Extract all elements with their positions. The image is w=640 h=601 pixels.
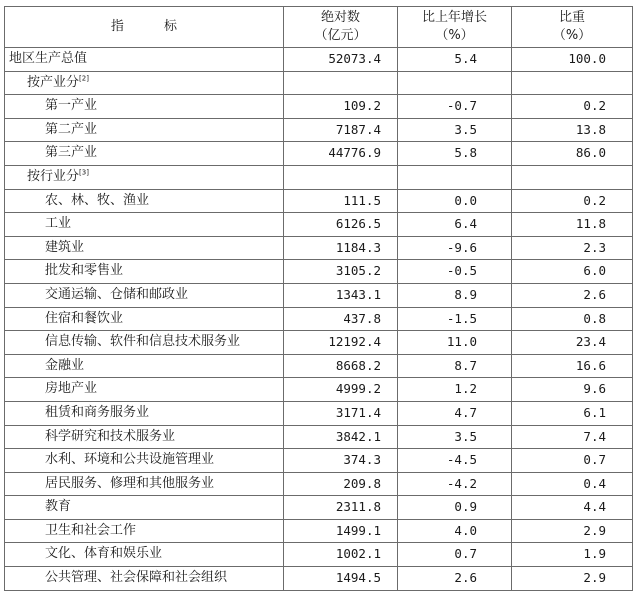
gdp-table <box>4 6 633 591</box>
cell-absolute: 374.3 <box>284 449 398 473</box>
cell-absolute <box>284 165 398 189</box>
row-label-text: 第三产业 <box>45 145 98 161</box>
cell-growth: -0.5 <box>398 260 512 284</box>
row-label-text: 金融业 <box>45 357 85 373</box>
row-label-text: 批发和零售业 <box>45 263 124 279</box>
row-label-text: 水利、环境和公共设施管理业 <box>45 452 215 468</box>
table-row <box>5 142 633 166</box>
table-row <box>5 401 633 425</box>
row-label <box>5 48 284 72</box>
row-label-text: 地区生产总值 <box>9 51 88 66</box>
cell-growth: 1.2 <box>398 378 512 402</box>
table-row <box>5 519 633 543</box>
table-row <box>5 71 633 95</box>
row-label-text: 建筑业 <box>45 239 85 255</box>
row-label <box>5 543 284 567</box>
header-row <box>5 7 633 48</box>
cell-growth: 8.7 <box>398 354 512 378</box>
cell-growth: -1.5 <box>398 307 512 331</box>
cell-growth: 0.7 <box>398 543 512 567</box>
cell-share: 100.0 <box>512 48 633 72</box>
cell-growth: 2.6 <box>398 567 512 591</box>
row-label-text: 房地产业 <box>45 381 98 397</box>
row-label <box>5 142 284 166</box>
cell-share: 9.6 <box>512 378 633 402</box>
cell-growth: 5.4 <box>398 48 512 72</box>
header-indicator: 指 标 <box>5 7 284 48</box>
cell-share: 2.9 <box>512 519 633 543</box>
row-label-text: 教育 <box>45 499 72 515</box>
row-label <box>5 378 284 402</box>
row-label <box>5 425 284 449</box>
row-label-text: 按行业分 <box>27 168 80 184</box>
row-label-text: 公共管理、社会保障和社会组织 <box>45 570 228 586</box>
cell-growth: 11.0 <box>398 331 512 355</box>
table-body <box>5 48 633 591</box>
cell-share: 23.4 <box>512 331 633 355</box>
cell-share: 0.8 <box>512 307 633 331</box>
cell-share: 6.1 <box>512 401 633 425</box>
cell-growth: -4.2 <box>398 472 512 496</box>
header-absolute-line2: （亿元） <box>314 28 367 43</box>
row-label-text: 农、林、牧、渔业 <box>45 192 150 208</box>
cell-absolute: 1184.3 <box>284 236 398 260</box>
cell-absolute: 7187.4 <box>284 118 398 142</box>
cell-share: 6.0 <box>512 260 633 284</box>
cell-share: 11.8 <box>512 213 633 237</box>
row-label-text: 交通运输、仓储和邮政业 <box>45 286 189 302</box>
row-label-text: 租赁和商务服务业 <box>45 404 150 420</box>
table-header <box>5 7 633 48</box>
cell-absolute: 4999.2 <box>284 378 398 402</box>
cell-absolute: 3171.4 <box>284 401 398 425</box>
cell-growth: -0.7 <box>398 95 512 119</box>
cell-growth: 4.0 <box>398 519 512 543</box>
cell-growth: 0.0 <box>398 189 512 213</box>
cell-absolute: 12192.4 <box>284 331 398 355</box>
table-row <box>5 543 633 567</box>
cell-share: 0.2 <box>512 95 633 119</box>
cell-growth: 5.8 <box>398 142 512 166</box>
header-growth <box>398 7 512 48</box>
table-row <box>5 95 633 119</box>
table-row <box>5 283 633 307</box>
row-label <box>5 213 284 237</box>
cell-absolute: 6126.5 <box>284 213 398 237</box>
cell-share: 1.9 <box>512 543 633 567</box>
row-label-text: 第一产业 <box>45 98 98 114</box>
row-label <box>5 118 284 142</box>
cell-share: 0.7 <box>512 449 633 473</box>
table-row <box>5 236 633 260</box>
row-label <box>5 519 284 543</box>
table-row <box>5 165 633 189</box>
cell-growth: -9.6 <box>398 236 512 260</box>
header-share-line1: 比重 <box>558 10 585 25</box>
row-label-text: 按产业分 <box>27 74 80 90</box>
row-label <box>5 354 284 378</box>
table-row <box>5 213 633 237</box>
cell-growth: 4.7 <box>398 401 512 425</box>
row-label-text: 科学研究和技术服务业 <box>45 428 176 444</box>
header-absolute-line1: 绝对数 <box>320 10 360 25</box>
cell-share <box>512 71 633 95</box>
cell-share: 13.8 <box>512 118 633 142</box>
table-row <box>5 48 633 72</box>
cell-share: 16.6 <box>512 354 633 378</box>
cell-absolute: 1494.5 <box>284 567 398 591</box>
cell-absolute: 52073.4 <box>284 48 398 72</box>
row-label <box>5 472 284 496</box>
table-row <box>5 189 633 213</box>
cell-growth: 3.5 <box>398 425 512 449</box>
header-growth-line2: （%） <box>435 28 474 43</box>
row-label <box>5 71 284 95</box>
row-label <box>5 401 284 425</box>
table-row <box>5 331 633 355</box>
cell-share: 0.4 <box>512 472 633 496</box>
cell-growth: 0.9 <box>398 496 512 520</box>
header-growth-line1: 比上年增长 <box>421 10 487 25</box>
cell-absolute: 1002.1 <box>284 543 398 567</box>
cell-share: 2.3 <box>512 236 633 260</box>
table-row <box>5 378 633 402</box>
row-label <box>5 165 284 189</box>
row-label-text: 工业 <box>45 216 72 232</box>
cell-share: 0.2 <box>512 189 633 213</box>
table-row <box>5 567 633 591</box>
cell-growth: 3.5 <box>398 118 512 142</box>
cell-share: 2.6 <box>512 283 633 307</box>
row-label <box>5 449 284 473</box>
row-label <box>5 260 284 284</box>
row-label-text: 居民服务、修理和其他服务业 <box>45 475 215 491</box>
table-row <box>5 354 633 378</box>
cell-absolute: 1343.1 <box>284 283 398 307</box>
cell-share: 86.0 <box>512 142 633 166</box>
row-label <box>5 95 284 119</box>
cell-growth: 8.9 <box>398 283 512 307</box>
table-row <box>5 260 633 284</box>
cell-absolute: 1499.1 <box>284 519 398 543</box>
row-label <box>5 307 284 331</box>
cell-absolute: 2311.8 <box>284 496 398 520</box>
cell-absolute: 209.8 <box>284 472 398 496</box>
row-label <box>5 331 284 355</box>
cell-share <box>512 165 633 189</box>
header-absolute <box>284 7 398 48</box>
row-label <box>5 567 284 591</box>
row-label-text: 第二产业 <box>45 121 98 137</box>
row-label-text: 住宿和餐饮业 <box>45 310 124 326</box>
cell-growth <box>398 165 512 189</box>
row-label-text: 文化、体育和娱乐业 <box>45 546 163 562</box>
cell-growth: 6.4 <box>398 213 512 237</box>
row-label <box>5 496 284 520</box>
row-label <box>5 236 284 260</box>
row-label-text: 卫生和社会工作 <box>45 522 137 538</box>
footnote-ref: [2] <box>79 74 89 83</box>
cell-absolute <box>284 71 398 95</box>
table-row <box>5 449 633 473</box>
cell-share: 4.4 <box>512 496 633 520</box>
cell-absolute: 8668.2 <box>284 354 398 378</box>
cell-absolute: 44776.9 <box>284 142 398 166</box>
row-label-text: 信息传输、软件和信息技术服务业 <box>45 334 241 350</box>
table-row <box>5 425 633 449</box>
table-row <box>5 496 633 520</box>
cell-absolute: 111.5 <box>284 189 398 213</box>
cell-absolute: 3842.1 <box>284 425 398 449</box>
cell-growth <box>398 71 512 95</box>
row-label <box>5 283 284 307</box>
cell-absolute: 3105.2 <box>284 260 398 284</box>
cell-absolute: 109.2 <box>284 95 398 119</box>
row-label <box>5 189 284 213</box>
header-share-line2: （%） <box>552 28 592 43</box>
table-row <box>5 118 633 142</box>
table-row <box>5 472 633 496</box>
cell-share: 7.4 <box>512 425 633 449</box>
cell-absolute: 437.8 <box>284 307 398 331</box>
header-share <box>512 7 633 48</box>
cell-share: 2.9 <box>512 567 633 591</box>
footnote-ref: [3] <box>79 168 89 177</box>
cell-growth: -4.5 <box>398 449 512 473</box>
table-row <box>5 307 633 331</box>
